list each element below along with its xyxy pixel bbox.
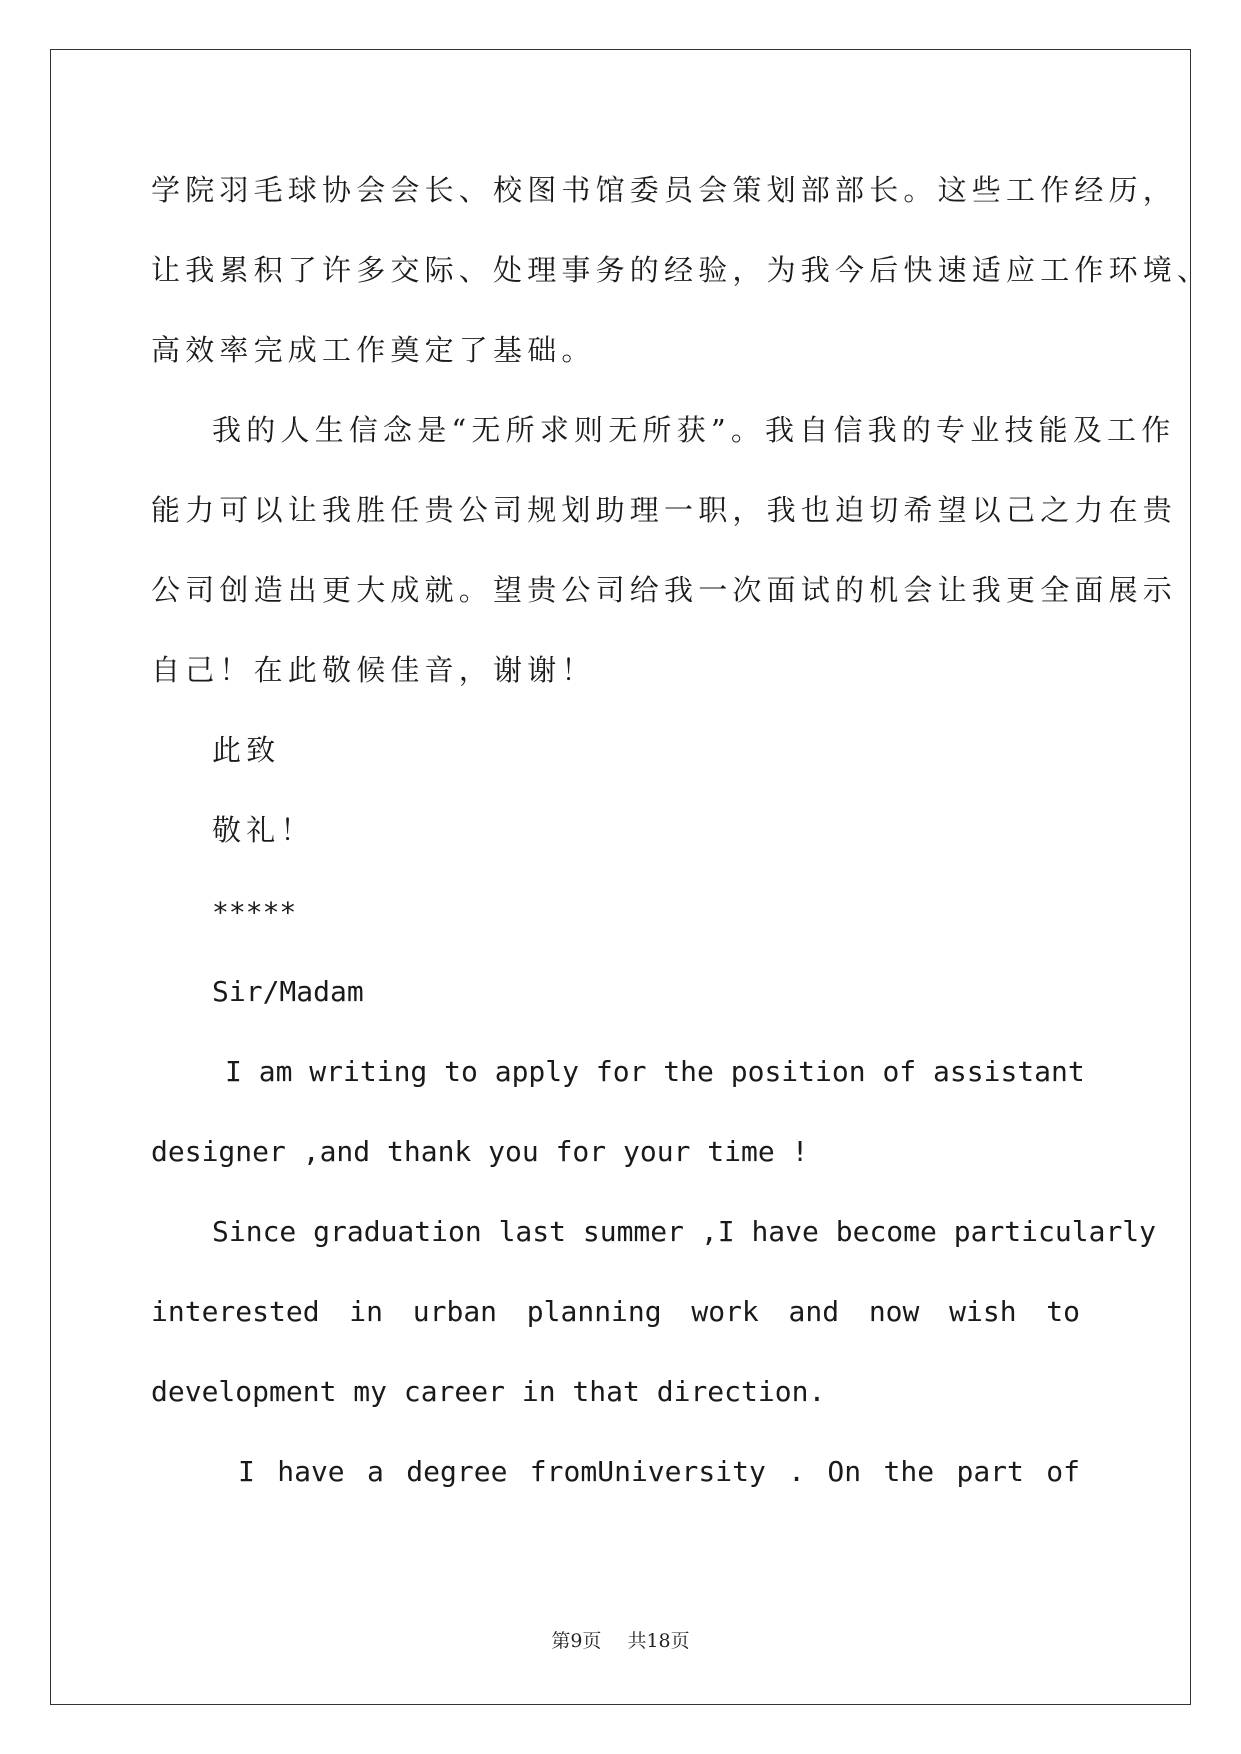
english-line-2: designer ,and thank you for your time ! <box>151 1135 809 1168</box>
body-line-6: 公司创造出更大成就。望贵公司给我一次面试的机会让我更全面展示 <box>151 573 1178 607</box>
closing-regards: 敬礼！ <box>212 813 315 847</box>
closing-salutation: 此致 <box>212 733 281 767</box>
signature-placeholder: ***** <box>212 896 297 929</box>
page-footer <box>0 1626 1241 1653</box>
english-line-4: interested in urban planning work and now wish to <box>151 1295 1080 1328</box>
page-total: 共18页 <box>627 1630 690 1652</box>
body-line-1: 学院羽毛球协会会长、校图书馆委员会策划部部长。这些工作经历， <box>151 173 1178 207</box>
body-line-3: 高效率完成工作奠定了基础。 <box>151 333 596 367</box>
body-line-5: 能力可以让我胜任贵公司规划助理一职，我也迫切希望以己之力在贵 <box>151 493 1178 527</box>
body-line-7: 自己！在此敬候佳音，谢谢！ <box>151 653 596 687</box>
page-number: 第9页 <box>551 1630 602 1652</box>
english-greeting: Sir/Madam <box>212 975 364 1008</box>
body-line-4: 我的人生信念是“无所求则无所获”。我自信我的专业技能及工作 <box>212 413 1176 447</box>
english-line-1: I am writing to apply for the position of assistant <box>225 1055 1085 1088</box>
body-line-2: 让我累积了许多交际、处理事务的经验，为我今后快速适应工作环境、 <box>151 253 1212 287</box>
english-line-5: development my career in that direction. <box>151 1375 826 1408</box>
english-line-6: I have a degree fromUniversity . On the part of <box>238 1455 1080 1488</box>
english-line-3: Since graduation last summer ,I have become particularly <box>212 1215 1157 1248</box>
